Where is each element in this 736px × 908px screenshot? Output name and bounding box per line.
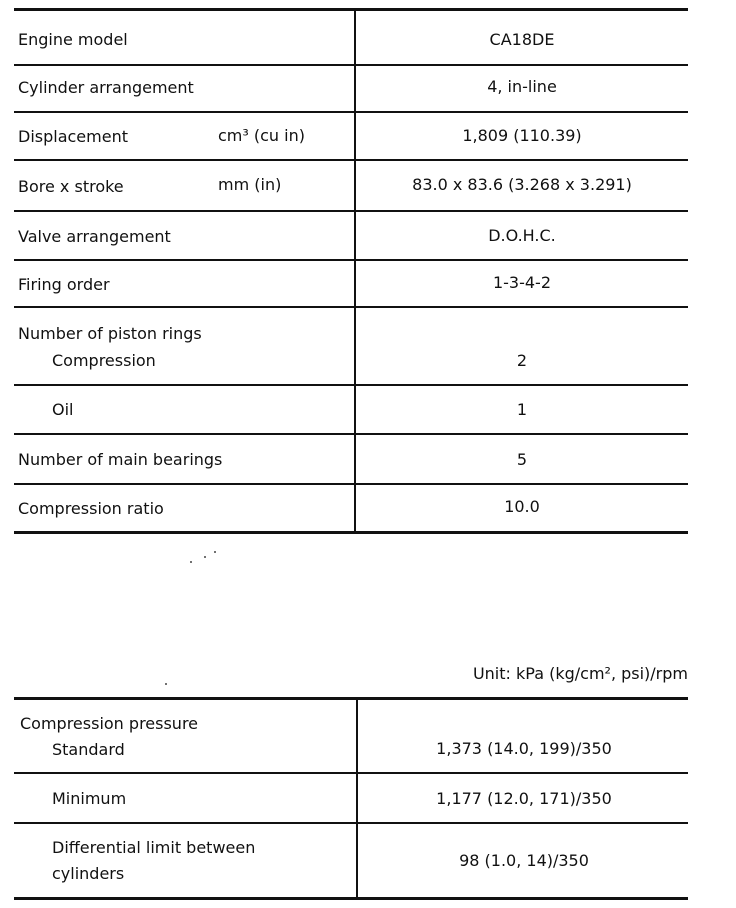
oil-rings-label: Oil xyxy=(52,400,74,419)
compression-rings-value: 2 xyxy=(516,351,528,370)
displacement-value: 1,809 (110.39) xyxy=(462,126,582,145)
main-bearings-value: 5 xyxy=(516,450,528,469)
row-divider xyxy=(14,210,688,212)
standard-label: Standard xyxy=(52,740,125,759)
cylinder-arrangement-label: Cylinder arrangement xyxy=(18,78,194,97)
row-divider xyxy=(14,483,688,485)
differential-limit-label-line1: Differential limit between xyxy=(52,838,256,857)
displacement-unit: cm³ (cu in) xyxy=(218,126,305,145)
bore-stroke-label: Bore x stroke xyxy=(18,177,124,196)
valve-arrangement-value: D.O.H.C. xyxy=(488,226,556,245)
engine-model-label: Engine model xyxy=(18,30,128,49)
row-divider xyxy=(14,822,688,824)
cylinder-arrangement-value: 4, in-line xyxy=(487,77,557,96)
engine-model-value: CA18DE xyxy=(489,30,555,49)
row-divider xyxy=(14,433,688,435)
scan-speck xyxy=(214,551,216,553)
bore-stroke-unit: mm (in) xyxy=(218,175,282,194)
row-divider xyxy=(14,259,688,261)
row-divider xyxy=(14,772,688,774)
valve-arrangement-label: Valve arrangement xyxy=(18,227,171,246)
scan-speck xyxy=(204,556,206,558)
compression-ratio-label: Compression ratio xyxy=(18,499,164,518)
row-divider xyxy=(14,384,688,386)
differential-limit-value: 98 (1.0, 14)/350 xyxy=(459,851,589,870)
piston-rings-label: Number of piston rings xyxy=(18,324,202,343)
row-divider xyxy=(14,111,688,113)
standard-value: 1,373 (14.0, 199)/350 xyxy=(436,739,612,758)
table-bottom-rule xyxy=(14,531,688,534)
minimum-label: Minimum xyxy=(52,789,127,808)
row-divider xyxy=(14,159,688,161)
compression-ratio-value: 10.0 xyxy=(504,497,540,516)
firing-order-value: 1-3-4-2 xyxy=(492,273,552,292)
scan-speck xyxy=(165,683,167,685)
oil-rings-value: 1 xyxy=(516,400,528,419)
row-divider xyxy=(14,306,688,308)
table-top-rule xyxy=(14,8,688,11)
minimum-value: 1,177 (12.0, 171)/350 xyxy=(436,789,612,808)
table-bottom-rule xyxy=(14,897,688,900)
pressure-unit-note: Unit: kPa (kg/cm², psi)/rpm xyxy=(472,664,688,683)
differential-limit-label-line2: cylinders xyxy=(52,864,125,883)
compression-rings-label: Compression xyxy=(52,351,156,370)
table-top-rule xyxy=(14,697,688,700)
firing-order-label: Firing order xyxy=(18,275,110,294)
displacement-label: Displacement xyxy=(18,127,128,146)
scan-speck xyxy=(190,561,192,563)
compression-pressure-label: Compression pressure xyxy=(20,714,199,733)
main-bearings-label: Number of main bearings xyxy=(18,450,223,469)
row-divider xyxy=(14,64,688,66)
bore-stroke-value: 83.0 x 83.6 (3.268 x 3.291) xyxy=(412,175,632,194)
